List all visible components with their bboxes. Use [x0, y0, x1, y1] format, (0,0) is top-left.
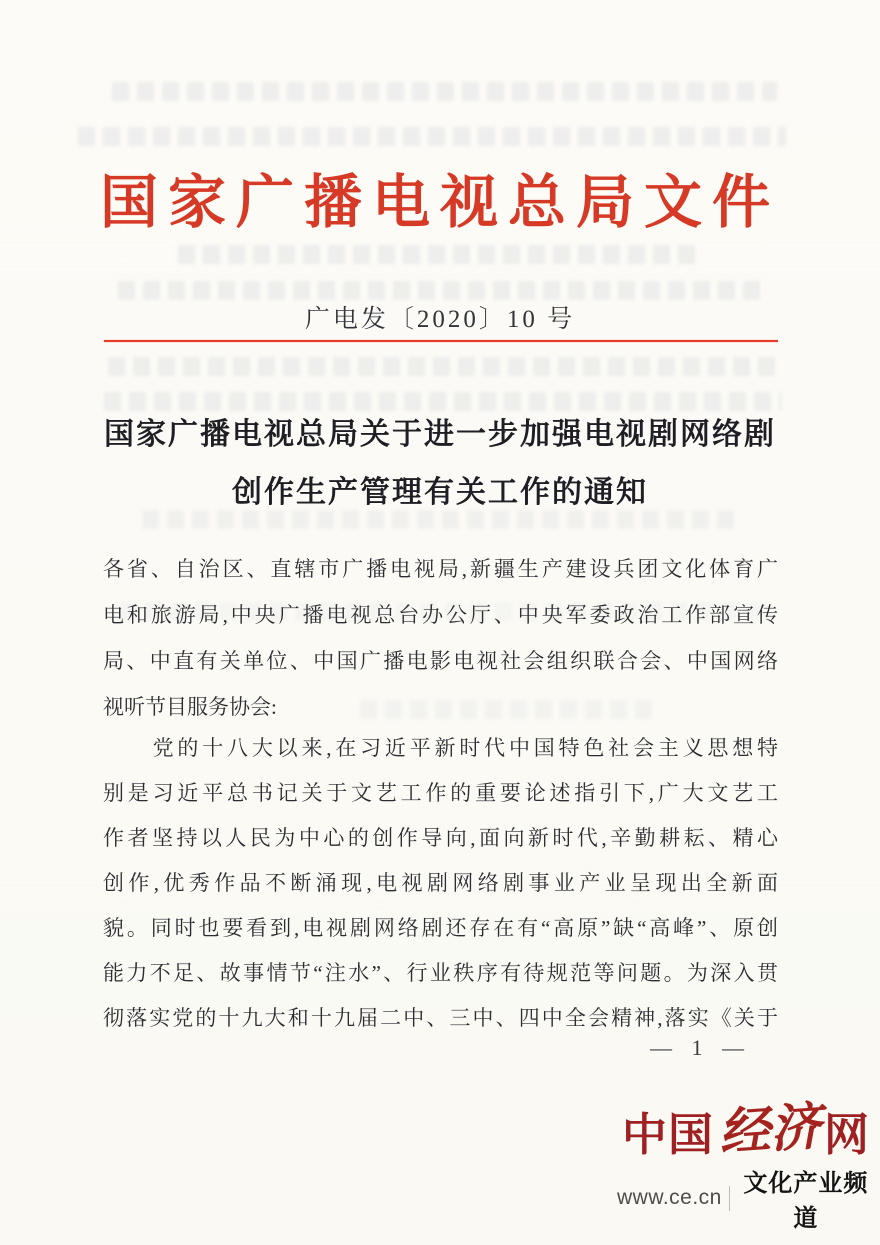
recipients-line: 各省、自治区、直辖市广播电视局,新疆生产建设兵团文化体育广 [103, 557, 778, 581]
recipients-line: 电和旅游局,中央广播电视总台办公厅、中央军委政治工作部宣传 [103, 603, 778, 627]
bleed-through-row [178, 245, 703, 264]
logo-channel-text: 文化产业频道 [743, 1171, 869, 1232]
bleed-through-row [118, 281, 766, 300]
logo-url-text: www.ce.cn [617, 1186, 722, 1209]
agency-letterhead-title: 国家广播电视总局文件 [99, 170, 780, 235]
body-line: 彻落实党的十九大和十九届二中、三中、四中全会精神,落实《关于 [103, 1006, 778, 1030]
recipients-paragraph [103, 546, 778, 730]
recipients-line: 视听节目服务协会: [103, 695, 277, 719]
bleed-through-row [78, 127, 786, 146]
logo-text-zhongguo: 中国 [621, 1109, 714, 1160]
body-line: 党的十八大以来,在习近平新时代中国特色社会主义思想特 [103, 736, 778, 760]
document-title [60, 406, 820, 522]
bleed-through-row [112, 82, 777, 101]
logo-text-wang: 网 [824, 1109, 871, 1160]
page-number: — 1 — [650, 1035, 751, 1060]
document-number: 广电发〔2020〕10 号 [304, 306, 576, 333]
red-divider-line [104, 340, 778, 342]
body-paragraph [103, 726, 778, 1041]
body-line: 别是习近平总书记关于文艺工作的重要论述指引下,广大文艺工 [103, 781, 778, 805]
body-line: 创作,优秀作品不断涌现,电视剧网络剧事业产业呈现出全新面 [103, 871, 778, 895]
body-line: 作者坚持以人民为中心的创作导向,面向新时代,辛勤耕耘、精心 [103, 826, 778, 850]
document-title-line-2: 创作生产管理有关工作的通知 [232, 476, 648, 509]
body-line: 能力不足、故事情节“注水”、行业秩序有待规范等问题。为深入贯 [103, 961, 778, 985]
recipients-line: 局、中直有关单位、中国广播电影电视社会组织联合会、中国网络 [103, 649, 778, 673]
logo-text-jingji: 经济 [717, 1099, 823, 1163]
site-watermark [617, 1099, 875, 1233]
site-watermark-logotype [617, 1099, 875, 1163]
bleed-through-row [108, 357, 780, 376]
site-watermark-subline [617, 1163, 875, 1233]
logo-divider-line [729, 1186, 730, 1211]
document-title-line-1: 国家广播电视总局关于进一步加强电视剧网络剧 [104, 418, 776, 451]
body-line: 貌。同时也要看到,电视剧网络剧还存在有“高原”缺“高峰”、原创 [103, 916, 778, 940]
